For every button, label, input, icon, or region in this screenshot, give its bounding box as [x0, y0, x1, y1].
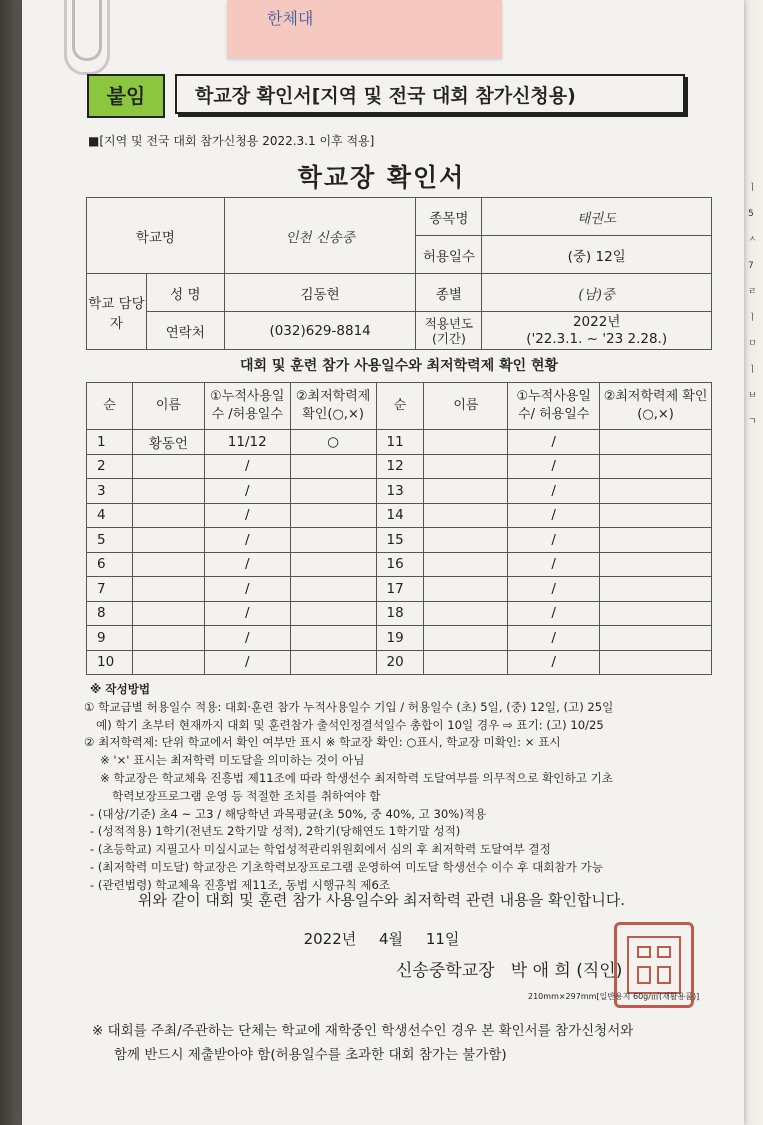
- cell-grade-right: [600, 528, 712, 553]
- col-seq-right: 순: [376, 383, 424, 430]
- cell-days-right: /: [508, 626, 600, 651]
- bottom-note: [92, 1019, 712, 1067]
- cell-seq-right: 14: [376, 503, 424, 528]
- cell-seq-right: 19: [376, 626, 424, 651]
- cell-days-left: /: [204, 626, 290, 651]
- phone-label: 연락처: [146, 312, 224, 350]
- sport-value: 태권도: [482, 198, 712, 236]
- school-info-table: [86, 197, 712, 350]
- note-line: 예) 학기 초부터 현재까지 대회 및 훈련참가 출석인정결석일수 총합이 10일 경우 ⇨ 표기: (고) 10/25: [96, 717, 604, 732]
- cell-days-right: /: [508, 650, 600, 675]
- document-title: 학교장 확인서: [297, 163, 466, 192]
- cell-days-right: /: [508, 528, 600, 553]
- col-grade-left: ②최저학력제 확인(○,×): [290, 383, 376, 430]
- table-row: [87, 454, 712, 479]
- list-subheading: 대회 및 훈련 참가 사용일수와 최저학력제 확인 현황: [239, 358, 559, 374]
- col-seq-left: 순: [87, 383, 133, 430]
- cell-name-right: [424, 528, 508, 553]
- table-row: [87, 430, 712, 455]
- cell-grade-right: [600, 552, 712, 577]
- paperclip-inner: [72, 0, 102, 61]
- cell-name-left: [132, 601, 204, 626]
- cell-seq-left: 4: [87, 503, 133, 528]
- cell-days-right: /: [508, 479, 600, 504]
- sticky-note-text: 한체대: [267, 9, 314, 28]
- col-days-right: ①누적사용일수/ 허용일수: [508, 383, 600, 430]
- cell-seq-right: 15: [376, 528, 424, 553]
- cell-days-left: /: [204, 601, 290, 626]
- note-line: ※ 학교장은 학교체육 진흥법 제11조에 따라 학생선수 최저학력 도달여부를 의무적으로 확인하고 기초: [100, 770, 613, 785]
- principal-signature: 신송중학교장 박 애 희 (직인): [396, 961, 623, 981]
- period-value: ('22.3.1. ~ '23 2.28.): [526, 330, 668, 347]
- cell-grade-left: [290, 577, 376, 602]
- note-line: ※ '×' 표시는 최저학력 미도달을 의미하는 것이 아님: [100, 753, 365, 768]
- note-line: - (초등학교) 지필고사 미실시교는 학업성적관리위원회에서 심의 후 최저학력 도달여부 결정: [90, 842, 551, 857]
- cell-name-right: [424, 503, 508, 528]
- table-row: [87, 552, 712, 577]
- cell-grade-left: [290, 503, 376, 528]
- table-row: [87, 577, 712, 602]
- cell-grade-right: [600, 454, 712, 479]
- table-row: [87, 503, 712, 528]
- note-line: ② 최저학력제: 단위 학교에서 확인 여부만 표시 ※ 학교장 확인: ○표시, 학교장 미확인: × 표시: [84, 735, 561, 750]
- cell-grade-right: [600, 626, 712, 651]
- contact-person-label: 학교 담당자: [87, 274, 147, 350]
- cell-seq-left: 6: [87, 552, 133, 577]
- cell-name-right: [424, 650, 508, 675]
- cell-days-left: /: [204, 479, 290, 504]
- note-line: - (최저학력 미도달) 학교장은 기초학력보장프로그램 운영하여 미도달 학생선수 이수 후 대회참가 가능: [90, 859, 603, 874]
- col-days-left: ①누적사용일수 /허용일수: [204, 383, 290, 430]
- bottom-note-line-1: ※ 대회를 주최/주관하는 단체는 학교에 재학중인 학생선수인 경우 본 확인서를 참가신청서와: [92, 1023, 634, 1039]
- cell-seq-right: 11: [376, 430, 424, 455]
- cell-grade-left: ○: [290, 430, 376, 455]
- note-line: - (대상/기준) 초4 ~ 고3 / 해당학년 과목평균(초 50%, 중 40%, 고 30%)적용: [90, 806, 487, 821]
- name-value: 김동현: [224, 274, 416, 312]
- cell-name-left: [132, 479, 204, 504]
- school-value: 인천 신송중: [224, 198, 416, 274]
- cell-days-right: /: [508, 552, 600, 577]
- cell-name-left: [132, 528, 204, 553]
- cell-grade-left: [290, 479, 376, 504]
- sport-label: 종목명: [416, 198, 482, 236]
- gender-label: 종별: [416, 274, 482, 312]
- bottom-note-line-2: 함께 반드시 제출받아야 함(허용일수를 초과한 대회 참가는 불가함): [114, 1047, 507, 1063]
- table-row: [87, 601, 712, 626]
- cell-name-left: [132, 454, 204, 479]
- cell-days-left: /: [204, 503, 290, 528]
- cell-days-left: /: [204, 650, 290, 675]
- cell-seq-right: 12: [376, 454, 424, 479]
- writing-instructions: [84, 681, 714, 895]
- cell-name-left: [132, 552, 204, 577]
- athlete-rows: [87, 430, 712, 675]
- cell-seq-left: 1: [87, 430, 133, 455]
- cell-days-right: /: [508, 577, 600, 602]
- confirmation-statement: 위와 같이 대회 및 훈련 참가 사용일수와 최저학력 관련 내용을 확인합니다.: [137, 891, 626, 909]
- date-year: 2022년: [303, 930, 357, 948]
- cell-days-left: /: [204, 454, 290, 479]
- allowed-days-value: (중) 12일: [482, 236, 712, 274]
- sticky-note: [227, 0, 502, 58]
- cell-seq-left: 2: [87, 454, 133, 479]
- note-line: - (성적적용) 1학기(전년도 2학기말 성적), 2학기(당해연도 1학기말 성적): [90, 824, 461, 839]
- col-name-left: 이름: [132, 383, 204, 430]
- col-grade-right: ②최저학력제 확인(○,×): [600, 383, 712, 430]
- cell-seq-right: 13: [376, 479, 424, 504]
- table-row: [87, 528, 712, 553]
- cell-grade-right: [600, 430, 712, 455]
- cell-seq-left: 7: [87, 577, 133, 602]
- cell-name-right: [424, 479, 508, 504]
- year-cell: [482, 312, 712, 350]
- date-month: 4월: [379, 930, 404, 948]
- allowed-days-label: 허용일수: [416, 236, 482, 274]
- applicability-note: ■[지역 및 전국 대회 참가신청용 2022.3.1 이후 적용]: [88, 134, 375, 148]
- athlete-list-table: [86, 382, 712, 675]
- cell-name-right: [424, 430, 508, 455]
- cell-days-left: /: [204, 552, 290, 577]
- cell-grade-right: [600, 601, 712, 626]
- cell-name-left: [132, 650, 204, 675]
- school-label: 학교명: [87, 198, 225, 274]
- cell-grade-right: [600, 650, 712, 675]
- paper-spec: 210mm×297mm[일반용지 60g/㎡(재활용품)]: [528, 992, 700, 1001]
- cell-seq-left: 5: [87, 528, 133, 553]
- cell-seq-right: 17: [376, 577, 424, 602]
- adjacent-page-edge: ㅣ 5 ㅅ 7 ㄹ ㅣ ㅁ ㅣ ㅂ ㄱ: [748, 183, 757, 427]
- name-label: 성 명: [146, 274, 224, 312]
- cell-grade-left: [290, 528, 376, 553]
- cell-days-left: /: [204, 577, 290, 602]
- note-line: ※ 작성방법: [90, 682, 151, 696]
- note-line: 학력보장프로그램 운영 등 적절한 조치를 취하여야 함: [112, 788, 381, 803]
- cell-seq-left: 10: [87, 650, 133, 675]
- cell-seq-left: 8: [87, 601, 133, 626]
- table-header-row: [87, 383, 712, 430]
- cell-name-right: [424, 552, 508, 577]
- year-value: 2022년: [572, 313, 621, 330]
- cell-days-right: /: [508, 430, 600, 455]
- cell-name-right: [424, 601, 508, 626]
- cell-name-left: [132, 503, 204, 528]
- cell-name-left: 황동언: [132, 430, 204, 455]
- cell-seq-left: 3: [87, 479, 133, 504]
- cell-seq-left: 9: [87, 626, 133, 651]
- gender-value: (남)중: [482, 274, 712, 312]
- cell-name-right: [424, 577, 508, 602]
- attachment-tag: 붙임: [87, 74, 165, 118]
- cell-name-right: [424, 626, 508, 651]
- table-row: [87, 479, 712, 504]
- cell-grade-right: [600, 577, 712, 602]
- table-row: [87, 650, 712, 675]
- cell-grade-left: [290, 601, 376, 626]
- year-label: 적용년도 (기간): [416, 312, 482, 350]
- cell-seq-right: 18: [376, 601, 424, 626]
- header-title: 학교장 확인서[지역 및 전국 대회 참가신청용): [175, 74, 685, 114]
- table-row: [87, 626, 712, 651]
- col-name-right: 이름: [424, 383, 508, 430]
- cell-seq-right: 20: [376, 650, 424, 675]
- cell-grade-left: [290, 454, 376, 479]
- cell-days-left: 11/12: [204, 430, 290, 455]
- cell-name-left: [132, 626, 204, 651]
- cell-name-right: [424, 454, 508, 479]
- cell-days-right: /: [508, 503, 600, 528]
- cell-grade-left: [290, 626, 376, 651]
- cell-seq-right: 16: [376, 552, 424, 577]
- phone-value: (032)629-8814: [224, 312, 416, 350]
- note-line: - (관련법령) 학교체육 진흥법 제11조, 동법 시행규칙 제6조: [90, 877, 391, 892]
- cell-days-right: /: [508, 601, 600, 626]
- cell-days-left: /: [204, 528, 290, 553]
- cell-grade-left: [290, 650, 376, 675]
- cell-grade-right: [600, 503, 712, 528]
- cell-name-left: [132, 577, 204, 602]
- cell-days-right: /: [508, 454, 600, 479]
- date-day: 11일: [425, 930, 460, 948]
- note-line: ① 학교급별 허용일수 적용: 대회·훈련 참가 누적사용일수 기입 / 허용일수 (초) 5일, (중) 12일, (고) 25일: [84, 699, 614, 714]
- cell-grade-left: [290, 552, 376, 577]
- cell-grade-right: [600, 479, 712, 504]
